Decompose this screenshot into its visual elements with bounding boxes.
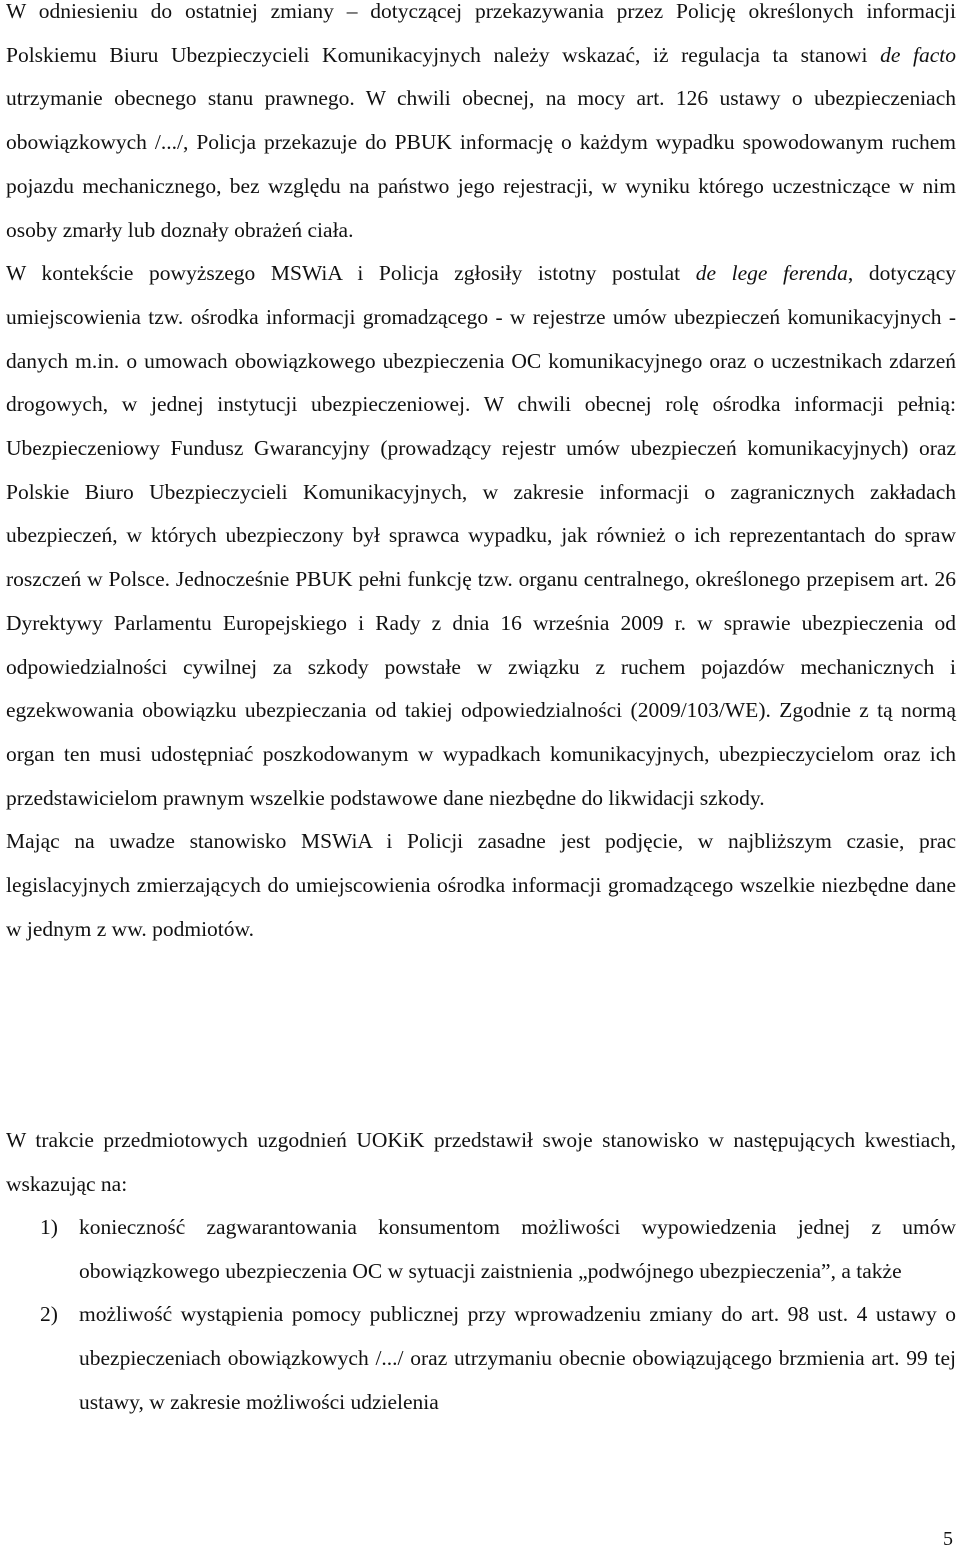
list-item-text: konieczność zagwarantowania konsumentom możliwości wypowiedzenia jednej z umów obowiązkowego ubezpieczenia OC w sytuacji zaistnienia „podwójnego ubezpieczenia”, a także (79, 1215, 956, 1283)
sentence-current-law: utrzymanie obecnego stanu prawnego. W chwili obecnej, na mocy art. 126 ustawy o ubezpieczeniach obowiązkowych /.../, Policja przekazuje do PBUK informację o każdym wypadku spowodowanym ruchem pojazdu mechanicznego, bez względu na państwo jego rejestracji, w wyniku którego uczestniczące w nim osoby zmarły lub doznały obrażeń ciała. (6, 86, 956, 242)
italic-de-facto: de facto (880, 42, 956, 67)
list-item-number: 1) (40, 1215, 58, 1239)
page-number: 5 (943, 1528, 953, 1550)
list-item (6, 1293, 956, 1424)
sentence-intro: W odniesieniu do ostatniej zmiany – dotyczącej przekazywania przez Policję określonych informacji Polskiemu Biuru Ubezpieczycieli Komunikacyjnych należy wskazać, iż regulacja ta stanowi (6, 0, 956, 67)
sentence-information-center: , dotyczący umiejscowienia tzw. ośrodka informacji gromadzącego - w rejestrze umów ubezpieczeń komunikacyjnych - danych m.in. o umowach obowiązkowego ubezpieczenia OC komunikacyjnego oraz o uczestnikach zdarzeń drogowych, w jednej instytucji ubezpieczeniowej. W chwili obecnej rolę ośrodka informacji pełnią: Ubezpieczeniowy Fundusz Gwarancyjny (prowadzący rejestr umów ubezpieczeń komunikacyjnych) oraz Polskie Biuro Ubezpieczycieli Komunikacyjnych, w zakresie informacji o zagranicznych zakładach ubezpieczeń, w których ubezpieczony był sprawca wypadku, jak również o ich reprezentantach do spraw roszczeń w Polsce. Jednocześnie PBUK pełni funkcję tzw. organu centralnego, określonego przepisem art. 26 Dyrektywy Parlamentu Europejskiego i Rady z dnia 16 września 2009 r. w sprawie ubezpieczenia od odpowiedzialności cywilnej za szkody powstałe w związku z ruchem pojazdów mechanicznych i egzekwowania obowiązku ubezpieczania od takiej odpowiedzialności (2009/103/WE). Zgodnie z tą normą organ ten musi udostępniać poszkodowanym w wypadkach komunikacyjnych, ubezpieczycielom oraz ich przedstawicielom prawnym wszelkie podstawowe dane niezbędne do likwidacji szkody. (6, 261, 957, 810)
italic-de-lege-ferenda: de lege ferenda (695, 261, 848, 286)
list-item (6, 1206, 956, 1293)
list-item-text: możliwość wystąpienia pomocy publicznej przy wprowadzeniu zmiany do art. 98 ust. 4 ustawy o ubezpieczeniach obowiązkowych /.../ oraz utrzymaniu obecnie obowiązującego brzmienia art. 99 tej ustawy, w zakresie możliwości udzielenia (79, 1302, 956, 1414)
sentence-legislative-work: Mając na uwadze stanowisko MSWiA i Policji zasadne jest podjęcie, w najbliższym czasie, prac legislacyjnych zmierzających do umiejscowienia ośrodka informacji gromadzącego wszelkie niezbędne dane w jednym z ww. podmiotów. (6, 829, 956, 941)
sentence-postulate: W kontekście powyższego MSWiA i Policja zgłosiły istotny postulat (6, 261, 696, 286)
list-item-number: 2) (40, 1302, 58, 1327)
paragraph-uokik-position: W trakcie przedmiotowych uzgodnień UOKiK przedstawił swoje stanowisko w następujących kwestiach, wskazując na: (6, 1128, 956, 1196)
paragraph-police-information (6, 0, 956, 951)
uokik-points-list (6, 1206, 956, 1425)
